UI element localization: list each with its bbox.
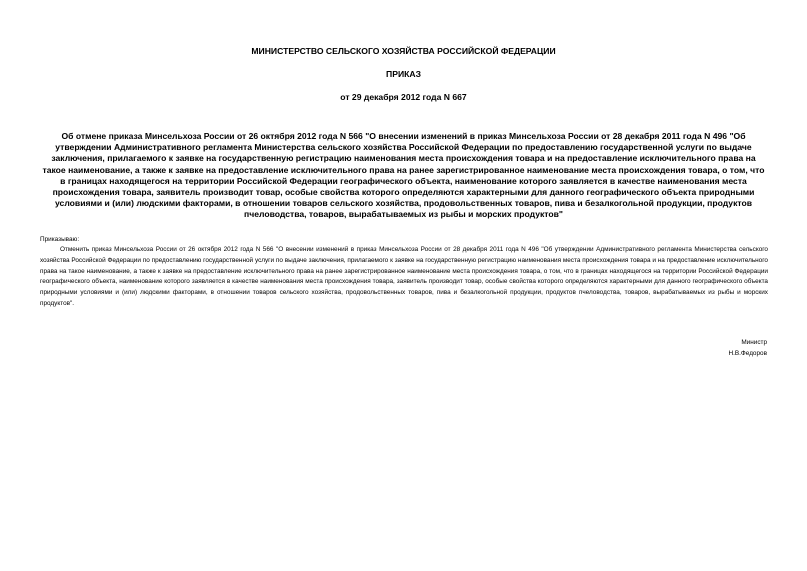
signatory-name: Н.В.Федоров	[728, 350, 767, 357]
decree-label: Приказываю:	[40, 236, 80, 243]
document-body: Отменить приказ Минсельхоза России от 26 октября 2012 года N 566 "О внесении изменений в приказ Минсельхоза России от 28 декабря 2011 года N 496 "Об утверждении Административного регламента Министерства сельского хозяйства Российской Федерации по предоставлению государственной услуги по выдаче заключения, прилагаемого к заявке на государственную регистрацию наименования места происхождения товара и на предоставление исключительного права на такое наименование, а также к заявке на предоставление исключительного права на ранее зарегистрированное наименование места происхождения товара, о том, что в границах находящегося на территории Российской Федерации географического объекта, наименование которого заявляется в качестве наименования места происхождения товара, заявитель производит товар, особые свойства которого определяются характерными для данного географического объекта природными условиями и (или) людскими факторами, в отношении товаров сельского хозяйства, продовольственных товаров, пива и безалкогольной продукции, продуктов пчеловодства, товаров, вырабатываемых из рыбы и морских продуктов".	[40, 246, 768, 307]
document-type: ПРИКАЗ	[386, 69, 421, 79]
document-date-number: от 29 декабря 2012 года N 667	[340, 92, 467, 102]
ministry-heading: МИНИСТЕРСТВО СЕЛЬСКОГО ХОЗЯЙСТВА РОССИЙСКОЙ ФЕДЕРАЦИИ	[251, 46, 556, 56]
signatory-title: Министр	[741, 339, 767, 346]
document-title: Об отмене приказа Минсельхоза России от 26 октября 2012 года N 566 "О внесении изменений в приказ Минсельхоза России от 28 декабря 2011 года N 496 "Об утверждении Административного регламента Министерства сельского хозяйства Российской Федерации по предоставлению государственной услуги по выдаче заключения, прилагаемого к заявке на государственную регистрацию наименования места происхождения товара и на предоставление исключительного права на такое наименование, а также к заявке на предоставление исключительного права на ранее зарегистрированное наименование места происхождения товара, о том, что в границах находящегося на территории Российской Федерации географического объекта, наименование которого заявляется в качестве наименования места происхождения товара, заявитель производит товар, особые свойства которого определяются характерными для данного географического объекта природными условиями и (или) людскими факторами, в отношении товаров сельского хозяйства, продовольственных товаров, пива и безалкогольной продукции, продуктов пчеловодства, товаров, вырабатываемых из рыбы и морских продуктов"	[42, 131, 765, 220]
